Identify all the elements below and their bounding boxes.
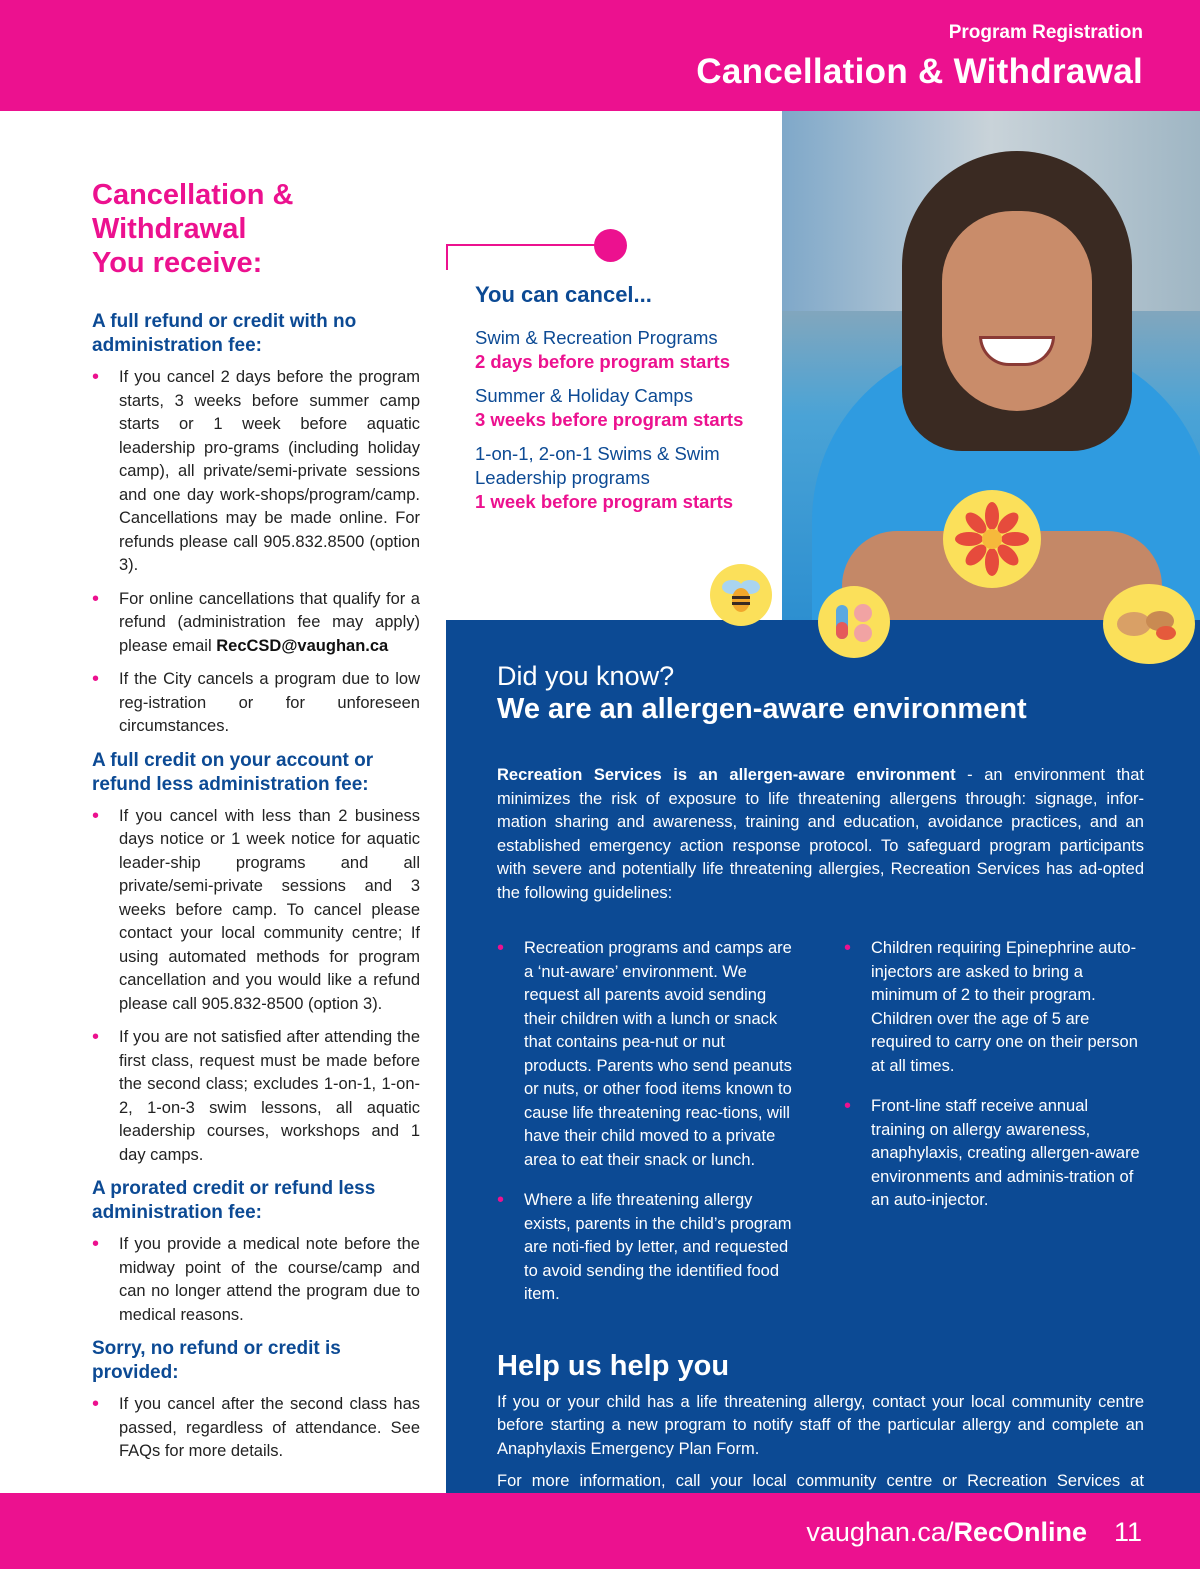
left-column — [92, 178, 420, 1474]
list-item: • Children requiring Epinephrine auto-injectors are asked to bring a minimum of 2 to their program. Children over the age of 5 are required to carry one on their person at all times. — [844, 937, 1144, 1078]
pink-dot-icon — [594, 229, 627, 262]
guidelines-col1 — [497, 937, 797, 1324]
cancel-box-title: You can cancel... — [475, 282, 652, 307]
footer-url-bold: RecOnline — [953, 1517, 1087, 1547]
list-item-text: For online cancellations that qualify for a refund (administration fee may apply) please email — [119, 589, 420, 655]
footer-url-prefix: vaughan.ca/ — [806, 1517, 954, 1547]
cancel-item — [475, 326, 780, 374]
list-item: • Recreation programs and camps are a ‘nut-aware’ environment. We request all parents avoid sending their children with a lunch or snack that contains pea-nut or nut products. Parents who send peanuts or nuts, or other food items known to cause life threatening reac-tions, will have their child moved to a private area to eat their snack or lunch. — [497, 937, 797, 1172]
peanuts-icon — [1103, 584, 1195, 664]
guidelines-col2 — [844, 937, 1144, 1324]
header-subtitle: Program Registration — [948, 22, 1143, 43]
cancel-item — [475, 384, 780, 432]
list-item: • If you cancel after the second class has passed, regardless of attendance. See FAQs for more details. — [92, 1393, 420, 1464]
header-band — [0, 0, 1200, 111]
photo-face — [942, 211, 1092, 411]
allergen-panel — [446, 620, 1200, 1493]
list-item: • If the City cancels a program due to low reg-istration or for unforeseen circumstances. — [92, 668, 420, 739]
cancel-program: Swim & Recreation Programs — [475, 327, 718, 348]
list-item: • If you cancel with less than 2 business days notice or 1 week notice for aquatic leader-ship programs and all private/semi-private sessions and 3 weeks before camp. To cancel please contact your local community centre; If using automated methods for program cancellation and you would like a refund please call 905.832-8500 (option 3). — [92, 805, 420, 1017]
email-link[interactable]: RecCSD@vaughan.ca — [216, 636, 389, 655]
cancel-item — [475, 442, 780, 514]
section-title: A full credit on your account or refund less administration fee: — [92, 749, 374, 795]
did-you-know: Did you know? — [497, 661, 675, 691]
section-prorated — [92, 1177, 420, 1327]
list-item: • Where a life threatening allergy exists, parents in the child’s program are noti-fied by letter, and requested to avoid sending the identified food item. — [497, 1189, 797, 1307]
cancel-program: 1-on-1, 2-on-1 Swims & Swim Leadership programs — [475, 443, 720, 488]
section-full-credit — [92, 749, 420, 1168]
flower-icon — [943, 490, 1041, 588]
header-title: Cancellation & Withdrawal — [696, 52, 1143, 91]
section-full-refund — [92, 310, 420, 739]
cancel-box — [475, 282, 780, 524]
allergen-intro-bold: Recreation Services is an allergen-aware environment — [497, 766, 956, 784]
list-item: • If you cancel 2 days before the program starts, 3 weeks before summer camp starts or 1 week before aquatic leadership pro-grams (including holiday camp), all private/semi-private sessions and one day work-shops/program/camp. Cancellations may be made online. For refunds please call 905.832.8500 (option 3). — [92, 366, 420, 578]
section-title: Sorry, no refund or credit is provided: — [92, 1338, 341, 1383]
section-no-refund — [92, 1337, 420, 1464]
cancel-when: 1 week before program starts — [475, 491, 734, 512]
left-heading — [92, 178, 420, 280]
footer-url[interactable] — [806, 1517, 1087, 1548]
page-number: 11 — [1113, 1517, 1142, 1547]
help-paragraph: For more information, call your local community centre or Recreation Services at — [497, 1472, 1144, 1490]
cancel-program: Summer & Holiday Camps — [475, 385, 693, 406]
section-title: A full refund or credit with no administration fee: — [92, 311, 357, 356]
list-item: • If you are not satisfied after attending the first class, request must be made before the second class; excludes 1-on-1, 1-on-2, 1-on-3 swim lessons, all aquatic leadership courses, workshops and 1 day camps. — [92, 1026, 420, 1167]
list-item — [92, 588, 420, 659]
section-title: A prorated credit or refund less administration fee: — [92, 1178, 376, 1223]
cancel-when: 2 days before program starts — [475, 351, 730, 372]
cancel-box-line — [446, 244, 596, 246]
help-section — [497, 1350, 1144, 1518]
allergen-intro — [497, 764, 1144, 905]
bee-icon — [710, 564, 772, 626]
list-item: • If you provide a medical note before the midway point of the course/camp and can no longer attend the program due to medical reasons. — [92, 1233, 420, 1327]
footer-band — [0, 1493, 1200, 1569]
cancel-when: 3 weeks before program starts — [475, 409, 744, 430]
allergen-content — [497, 660, 1144, 1526]
help-title: Help us help you — [497, 1349, 730, 1382]
help-paragraph: If you or your child has a life threatening allergy, contact your local community centre before starting a new program to notify staff of the particular allergy and complete an Anaphylaxis Emergency Plan Form. — [497, 1392, 1144, 1458]
guidelines-columns — [497, 937, 1144, 1324]
allergen-headline: We are an allergen-aware environment — [497, 693, 1027, 725]
pills-icon — [818, 586, 890, 658]
list-item: • Front-line staff receive annual training on allergy awareness, anaphylaxis, creating allergen-aware environments and adminis-tration of an auto-injector. — [844, 1095, 1144, 1213]
left-heading-line1: Cancellation & Withdrawal — [92, 179, 294, 245]
cancel-box-line-left — [446, 244, 448, 270]
left-heading-line2: You receive: — [92, 247, 263, 279]
allergen-intro-rest: - an environment that minimizes the risk of exposure to life threatening allergens through: signage, infor-mation sharing and awareness, training and education, avoidance practices, and an established emergency action response protocol. To safeguard program participants with severe and potentially life threatening allergies, Recreation Services has ad-opted the following guidelines: — [497, 766, 1144, 902]
